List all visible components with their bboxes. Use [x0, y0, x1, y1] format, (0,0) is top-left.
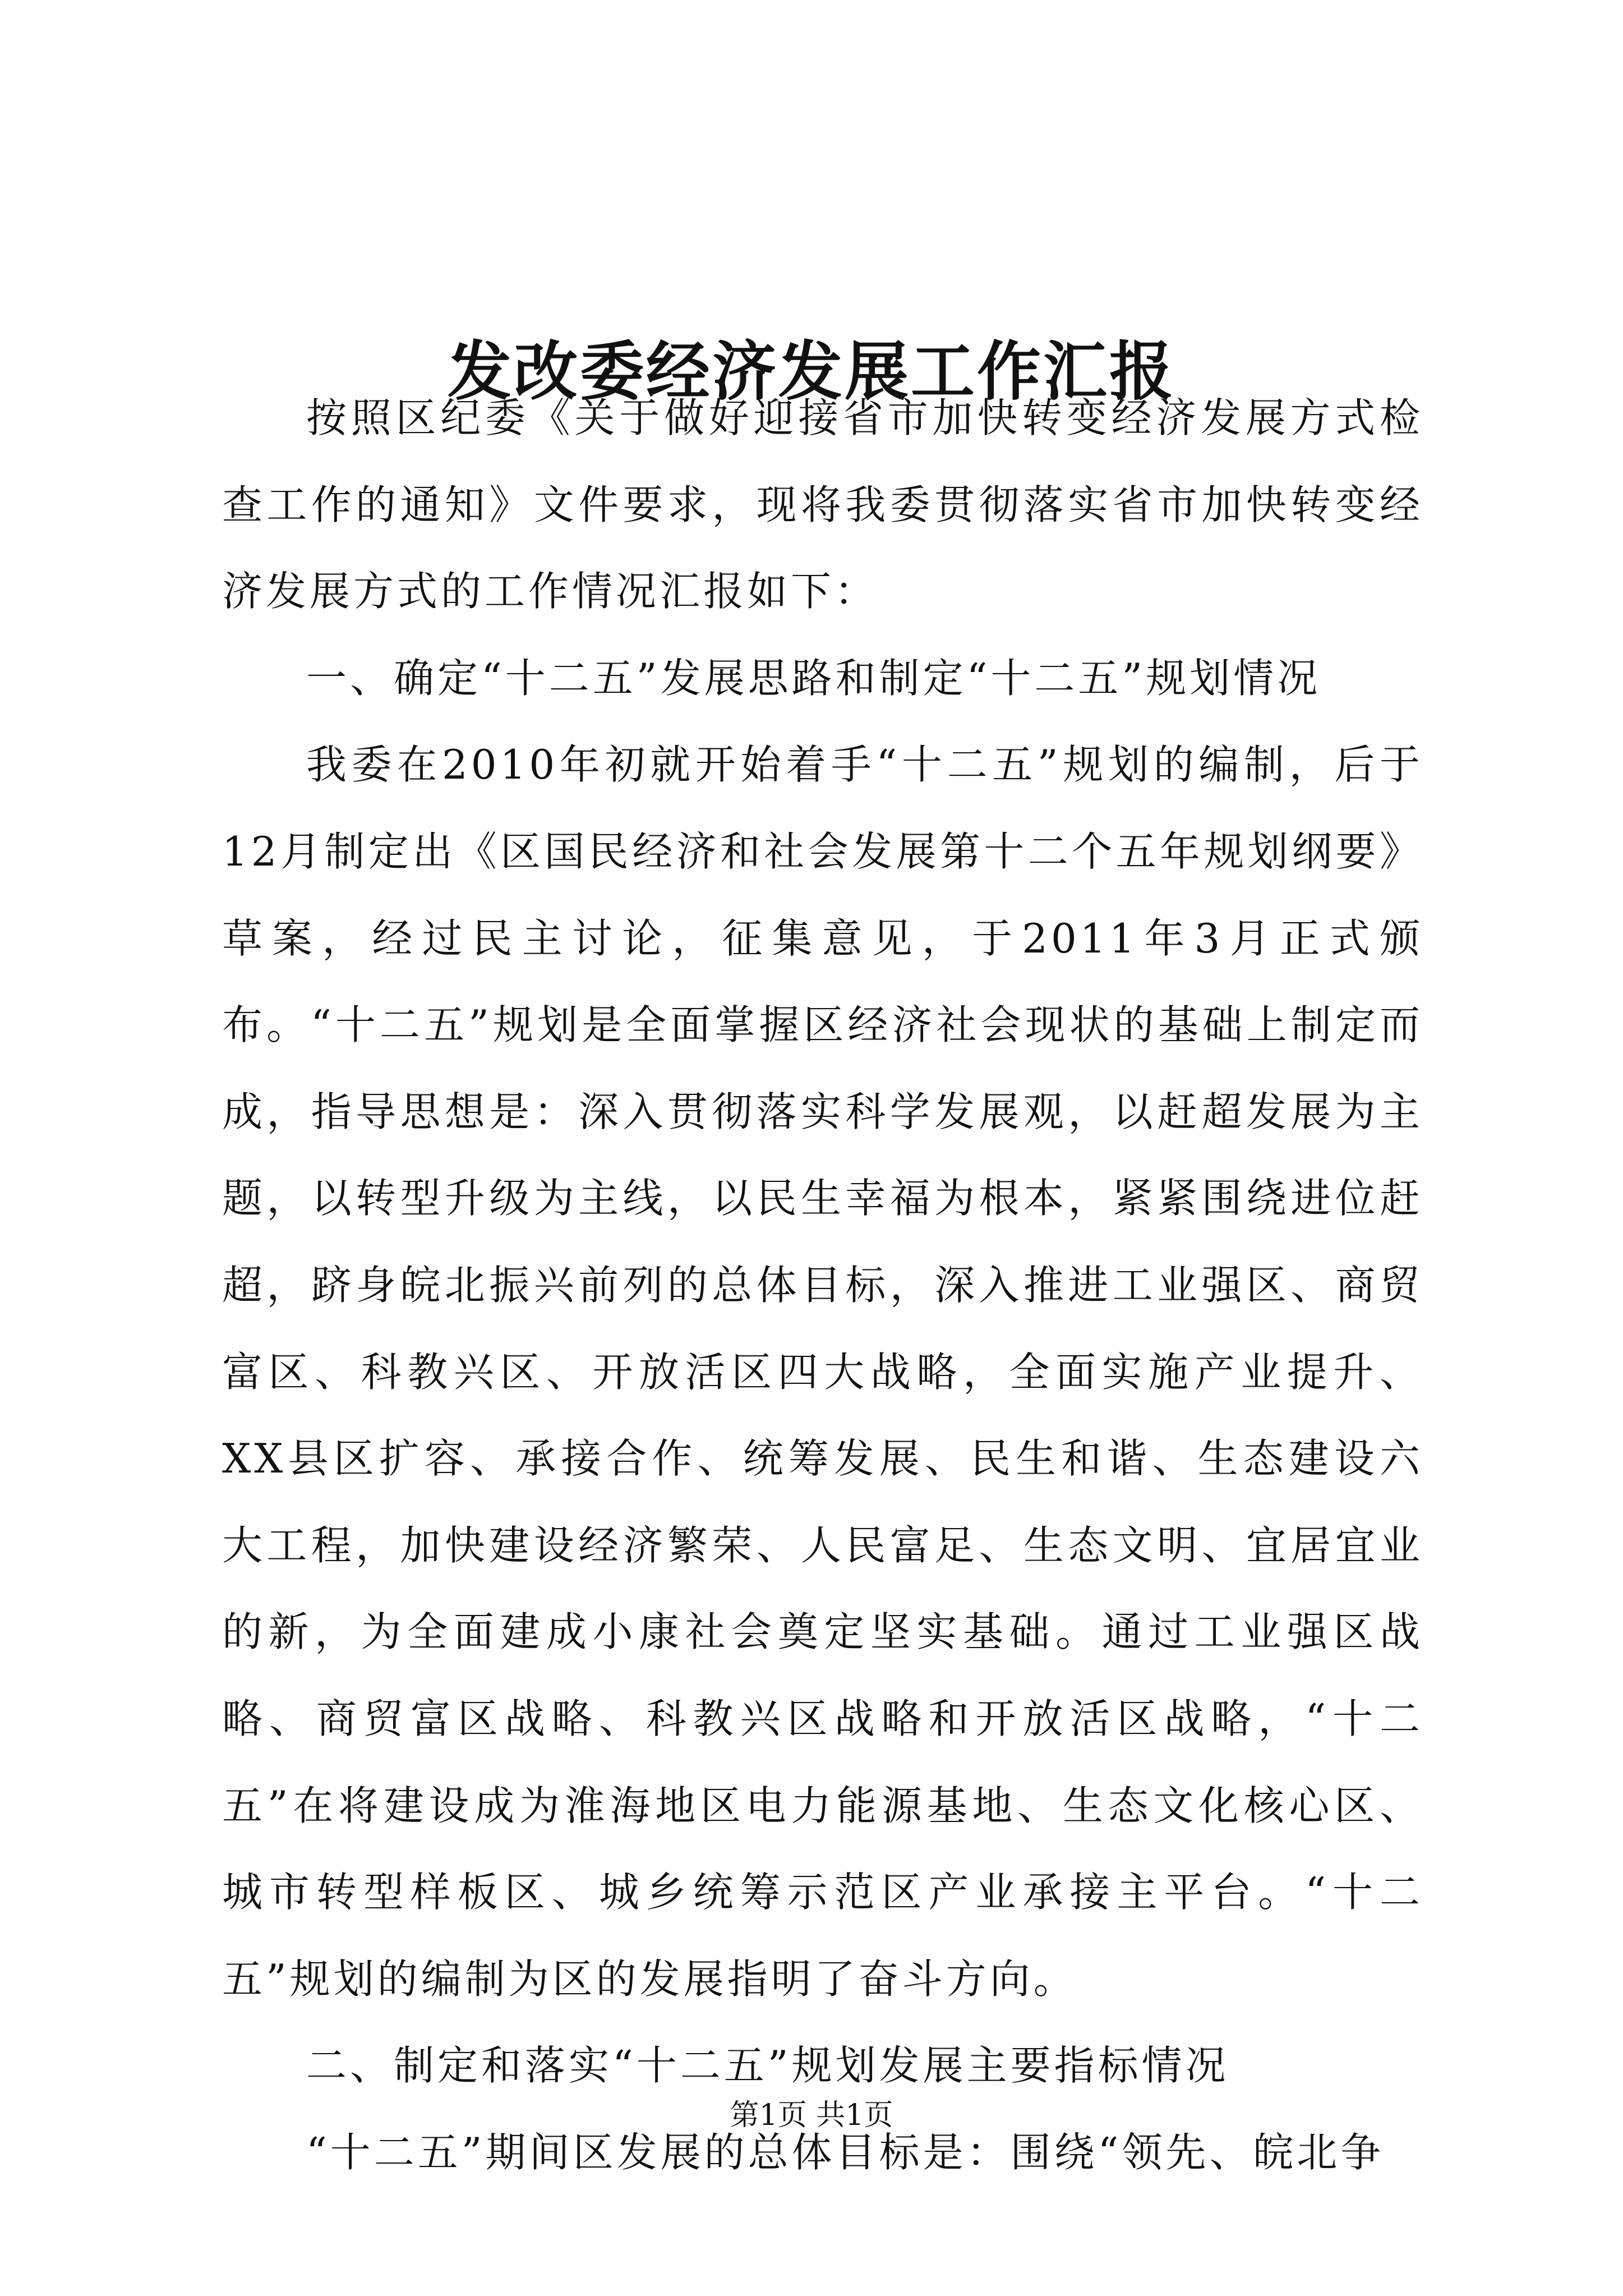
page-footer: 第1页 共1页	[730, 2099, 893, 2132]
body-paragraph: 我委在2010年初就开始着手“十二五”规划的编制，后于12月制定出《区国民经济和社会发展第十二个五年规划纲要》草案，经过民主讨论，征集意见，于2011年3月正式颁布。“十二五”规划是全面掌握区经济社会现状的基础上制定而成，指导思想是：深入贯彻落实科学发展观，以赶超发展为主题，以转型升级为主线，以民生幸福为根本，紧紧围绕进位赶超，跻身皖北振兴前列的总体目标，深入推进工业强区、商贸富区、科教兴区、开放活区四大战略，全面实施产业提升、XX县区扩容、承接合作、统筹发展、民生和谐、生态建设六大工程，加快建设经济繁荣、人民富足、生态文明、宜居宜业的新，为全面建成小康社会奠定坚实基础。通过工业强区战略、商贸富区战略、科教兴区战略和开放活区战略，“十二五”在将建设成为淮海地区电力能源基地、生态文化核心区、城市转型样板区、城乡统筹示范区产业承接主平台。“十二五”规划的编制为区的发展指明了奋斗方向。	[222, 741, 1423, 2003]
document-body	[222, 375, 1423, 2196]
page-title: 发改委经济发展工作汇报	[447, 334, 1175, 409]
section-heading-2: 二、制定和落实“十二五”规划发展主要指标情况	[306, 2042, 1229, 2090]
intro-paragraph: 按照区纪委《关于做好迎接省市加快转变经济发展方式检查工作的通知》文件要求，现将我委贯彻落实省市加快转变经济发展方式的工作情况汇报如下：	[222, 394, 1423, 615]
body-paragraph-partial: “十二五”期间区发展的总体目标是：围绕“领先、皖北争	[306, 2128, 1385, 2176]
section-heading-1: 一、确定“十二五”发展思路和制定“十二五”规划情况	[306, 654, 1321, 702]
